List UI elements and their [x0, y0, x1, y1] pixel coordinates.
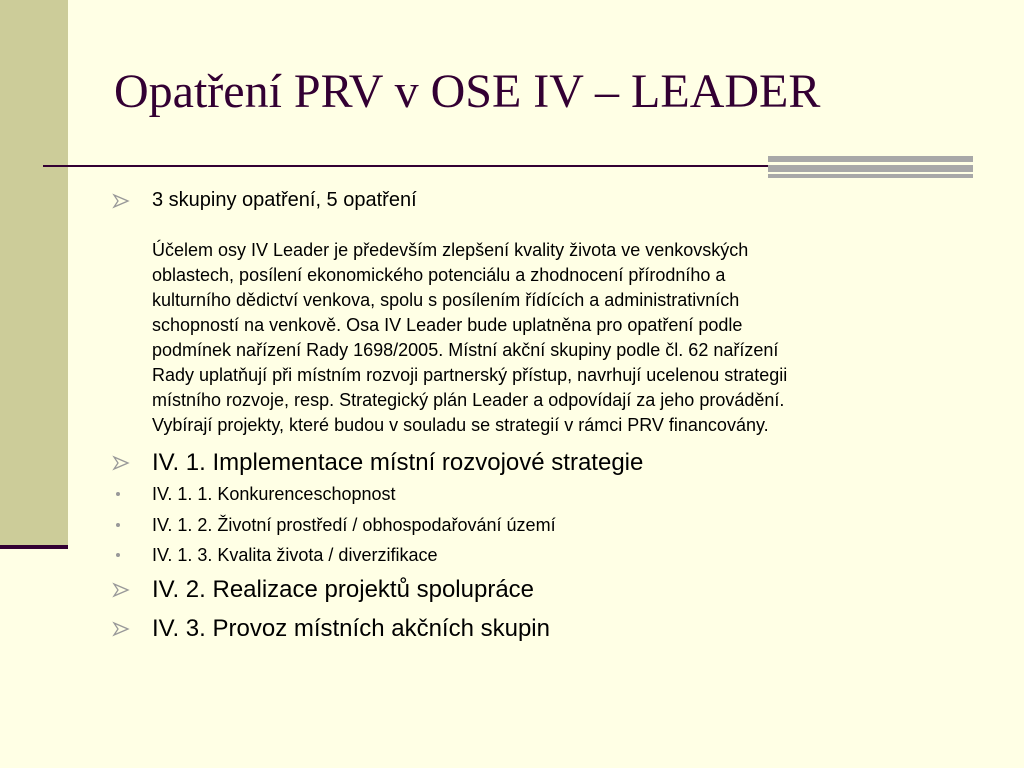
sub-item-environment: IV. 1. 2. Životní prostředí / obhospodařování území [152, 515, 556, 535]
bullet-item-groups: 3 skupiny opatření, 5 opatření [152, 189, 417, 211]
title-underline [43, 165, 773, 167]
side-decorative-strip [0, 0, 68, 545]
slide-title: Opatření PRV v OSE IV – LEADER [114, 65, 821, 118]
side-decorative-rule [0, 545, 68, 549]
paragraph-line: Účelem osy IV Leader je především zlepšení kvality života ve venkovských [152, 240, 749, 260]
accent-bars [768, 156, 973, 178]
dot-bullet-icon [116, 492, 120, 496]
paragraph-line: oblastech, posílení ekonomického potenciálu a zhodnocení přírodního a [152, 265, 726, 285]
bullet-item-measure-iv-3: IV. 3. Provoz místních akčních skupin [152, 615, 550, 642]
paragraph-line: schopností na venkově. Osa IV Leader bude uplatněna pro opatření podle [152, 315, 743, 335]
dot-bullet-icon [116, 553, 120, 557]
arrow-bullet-icon [112, 455, 130, 471]
sub-item-quality-of-life: IV. 1. 3. Kvalita života / diverzifikace [152, 545, 438, 565]
bullet-item-measure-iv-1: IV. 1. Implementace místní rozvojové strategie [152, 449, 644, 476]
bullet-item-measure-iv-2: IV. 2. Realizace projektů spolupráce [152, 576, 535, 603]
description-paragraph [152, 238, 982, 438]
paragraph-line: kulturního dědictví venkova, spolu s posílením řídících a administrativních [152, 290, 740, 310]
paragraph-line: Rady uplatňují při místním rozvoji partnerský přístup, navrhují ucelenou strategii [152, 365, 788, 385]
paragraph-line: místního rozvoje, resp. Strategický plán Leader a odpovídají za jeho provádění. [152, 390, 785, 410]
arrow-bullet-icon [112, 193, 130, 209]
sub-item-competitiveness: IV. 1. 1. Konkurenceschopnost [152, 484, 396, 504]
dot-bullet-icon [116, 523, 120, 527]
paragraph-line: Vybírají projekty, které budou v souladu se strategií v rámci PRV financovány. [152, 415, 769, 435]
paragraph-line: podmínek nařízení Rady 1698/2005. Místní akční skupiny podle čl. 62 nařízení [152, 340, 779, 360]
arrow-bullet-icon [112, 621, 130, 637]
arrow-bullet-icon [112, 582, 130, 598]
